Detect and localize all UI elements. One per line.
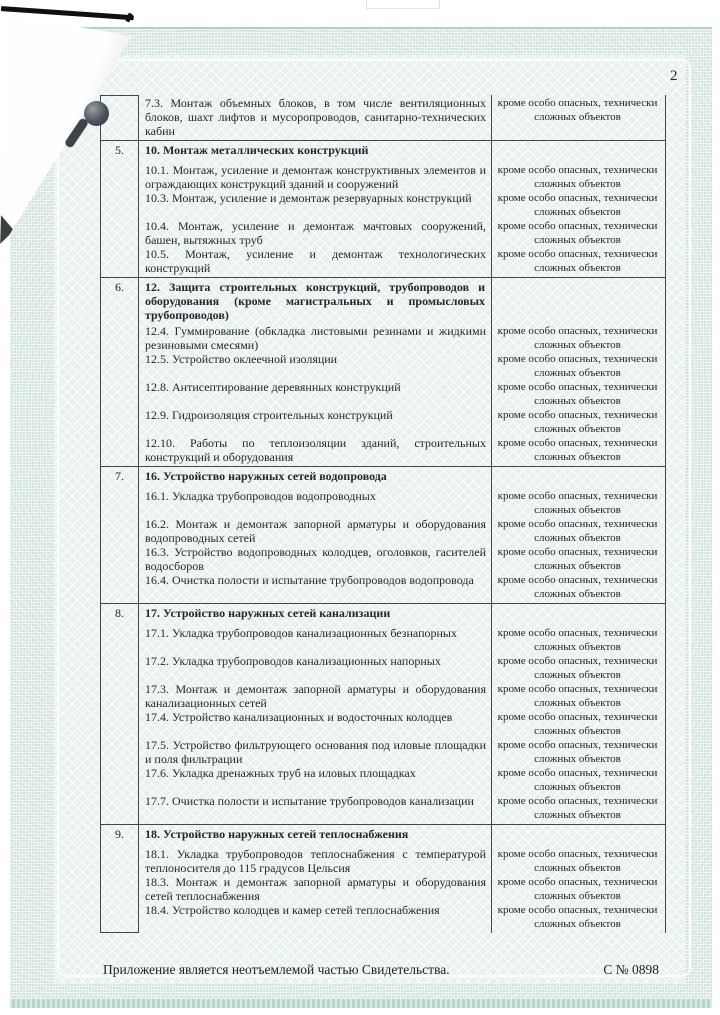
work-restriction: кроме особо опасных, технически сложных объектов	[497, 490, 658, 516]
section-number: 6.	[100, 278, 139, 466]
work-item-row	[139, 96, 665, 138]
work-restriction: кроме особо опасных, технически сложных объектов	[497, 848, 658, 874]
work-item-row	[139, 247, 665, 275]
section-items	[139, 626, 665, 822]
table-section	[100, 277, 666, 466]
section-header	[139, 826, 665, 845]
work-description: 12.9. Гидроизоляция строительных конструкций	[145, 408, 393, 422]
staple-mark	[366, 0, 440, 9]
section-title: 10. Монтаж металлических конструкций	[145, 143, 369, 157]
work-item-row	[139, 794, 665, 822]
section-items	[139, 96, 665, 138]
work-description: 17.5. Устройство фильтрующего основания под иловые площадки и поля фильтрации	[145, 738, 486, 766]
work-item-row	[139, 191, 665, 219]
work-restriction: кроме особо опасных, технически сложных объектов	[497, 795, 658, 821]
work-description: 18.3. Монтаж и демонтаж запорной арматуры и оборудования сетей теплоснабжения	[145, 875, 486, 903]
work-restriction: кроме особо опасных, технически сложных объектов	[497, 518, 658, 544]
work-item-row	[139, 847, 665, 875]
page-number: 2	[670, 68, 678, 84]
work-item-row	[139, 710, 665, 738]
work-restriction: кроме особо опасных, технически сложных объектов	[497, 546, 658, 572]
work-description: 17.2. Укладка трубопроводов канализационных напорных	[145, 654, 441, 668]
section-title: 16. Устройство наружных сетей водопровода	[145, 469, 387, 483]
section-header	[139, 279, 665, 322]
page-footer	[103, 962, 659, 978]
work-item-row	[139, 380, 665, 408]
work-description: 16.1. Укладка трубопроводов водопроводных	[145, 489, 376, 503]
work-restriction: кроме особо опасных, технически сложных объектов	[497, 220, 658, 246]
table-section	[100, 140, 666, 277]
work-restriction: кроме особо опасных, технически сложных объектов	[497, 711, 658, 737]
section-number: 7.	[100, 467, 139, 603]
work-restriction: кроме особо опасных, технически сложных объектов	[497, 683, 658, 709]
work-restriction: кроме особо опасных, технически сложных объектов	[497, 655, 658, 681]
section-items	[139, 324, 665, 464]
work-restriction: кроме особо опасных, технически сложных объектов	[497, 574, 658, 600]
table-section	[100, 95, 666, 140]
work-description: 18.1. Укладка трубопроводов теплоснабжения с температурой теплоносителя до 115 градусов Цельсия	[145, 847, 486, 875]
work-item-row	[139, 489, 665, 517]
section-title: 17. Устройство наружных сетей канализации	[145, 606, 391, 620]
work-restriction: кроме особо опасных, технически сложных объектов	[497, 876, 658, 902]
work-description: 12.8. Антисептирование деревянных конструкций	[145, 380, 401, 394]
work-restriction: кроме особо опасных, технически сложных объектов	[497, 627, 658, 653]
work-description: 17.6. Укладка дренажных труб на иловых площадках	[145, 766, 416, 780]
work-item-row	[139, 352, 665, 380]
work-restriction: кроме особо опасных, технически сложных объектов	[497, 164, 658, 190]
work-description: 17.3. Монтаж и демонтаж запорной арматуры и оборудования канализационных сетей	[145, 682, 486, 710]
work-description: 10.3. Монтаж, усиление и демонтаж резервуарных конструкций	[145, 191, 472, 205]
section-body	[139, 467, 666, 603]
work-item-row	[139, 436, 665, 464]
work-item-row	[139, 766, 665, 794]
section-items	[139, 489, 665, 601]
work-restriction: кроме особо опасных, технически сложных объектов	[497, 381, 658, 407]
work-description: 16.2. Монтаж и демонтаж запорной арматуры и оборудования водопроводных сетей	[145, 517, 486, 545]
footer-note: Приложение является неотъемлемой частью Свидетельства.	[103, 962, 450, 977]
work-description: 12.10. Работы по теплоизоляции зданий, строительных конструкций и оборудования	[145, 436, 486, 464]
work-description: 16.3. Устройство водопроводных колодцев, оголовков, гасителей водосборов	[145, 545, 486, 573]
work-item-row	[139, 626, 665, 654]
section-number: 9.	[100, 825, 139, 933]
work-item-row	[139, 545, 665, 573]
work-restriction: кроме особо опасных, технически сложных объектов	[497, 437, 658, 463]
work-description: 12.5. Устройство оклеечной изоляции	[145, 352, 338, 366]
section-items	[139, 847, 665, 931]
serial-number: С № 0898	[603, 962, 659, 977]
work-restriction: кроме особо опасных, технически сложных объектов	[497, 409, 658, 435]
work-description: 7.3. Монтаж объемных блоков, в том числе вентиляционных блоков, шахт лифтов и мусоропроводов, санитарно-технических кабин	[145, 96, 486, 138]
section-body	[139, 604, 666, 824]
work-item-row	[139, 324, 665, 352]
work-item-row	[139, 219, 665, 247]
section-number: 8.	[100, 604, 139, 824]
work-restriction: кроме особо опасных, технически сложных объектов	[497, 353, 658, 379]
table-section	[100, 824, 666, 933]
work-restriction: кроме особо опасных, технически сложных объектов	[497, 97, 658, 123]
work-description: 10.1. Монтаж, усиление и демонтаж конструктивных элементов и ограждающих конструкций зданий и сооружений	[145, 163, 486, 191]
work-item-row	[139, 738, 665, 766]
work-item-row	[139, 163, 665, 191]
section-body	[139, 825, 666, 933]
work-description: 17.1. Укладка трубопроводов канализационных безнапорных	[145, 626, 457, 640]
section-items	[139, 163, 665, 275]
work-description: 10.5. Монтаж, усиление и демонтаж технологических конструкций	[145, 247, 486, 275]
section-header	[139, 142, 665, 161]
table-section	[100, 466, 666, 603]
work-item-row	[139, 682, 665, 710]
works-table	[100, 95, 666, 933]
work-item-row	[139, 517, 665, 545]
section-body	[139, 141, 666, 277]
work-description: 12.4. Гуммирование (обкладка листовыми резинами и жидкими резиновыми смесями)	[145, 324, 486, 352]
work-restriction: кроме особо опасных, технически сложных объектов	[497, 192, 658, 218]
work-description: 18.4. Устройство колодцев и камер сетей теплоснабжения	[145, 903, 440, 917]
work-restriction: кроме особо опасных, технически сложных объектов	[497, 739, 658, 765]
work-item-row	[139, 903, 665, 931]
work-restriction: кроме особо опасных, технически сложных объектов	[497, 325, 658, 351]
section-title: 18. Устройство наружных сетей теплоснабжения	[145, 827, 409, 841]
table-section	[100, 603, 666, 824]
section-number: 5.	[100, 141, 139, 277]
binder-clip-icon	[84, 101, 109, 126]
section-title: 12. Защита строительных конструкций, трубопроводов и оборудования (кроме магистральных и промысловых трубопроводов)	[145, 280, 485, 322]
section-header	[139, 468, 665, 487]
work-item-row	[139, 408, 665, 436]
work-description: 16.4. Очистка полости и испытание трубопроводов водопровода	[145, 573, 474, 587]
work-description: 17.4. Устройство канализационных и водосточных колодцев	[145, 710, 453, 724]
work-item-row	[139, 654, 665, 682]
work-item-row	[139, 573, 665, 601]
section-body	[139, 95, 666, 140]
work-description: 17.7. Очистка полости и испытание трубопроводов канализации	[145, 794, 474, 808]
work-description: 10.4. Монтаж, усиление и демонтаж мачтовых сооружений, башен, вытяжных труб	[145, 219, 486, 247]
work-restriction: кроме особо опасных, технически сложных объектов	[497, 767, 658, 793]
section-header	[139, 605, 665, 624]
work-restriction: кроме особо опасных, технически сложных объектов	[497, 904, 658, 930]
work-restriction: кроме особо опасных, технически сложных объектов	[497, 248, 658, 274]
section-body	[139, 278, 666, 466]
work-item-row	[139, 875, 665, 903]
